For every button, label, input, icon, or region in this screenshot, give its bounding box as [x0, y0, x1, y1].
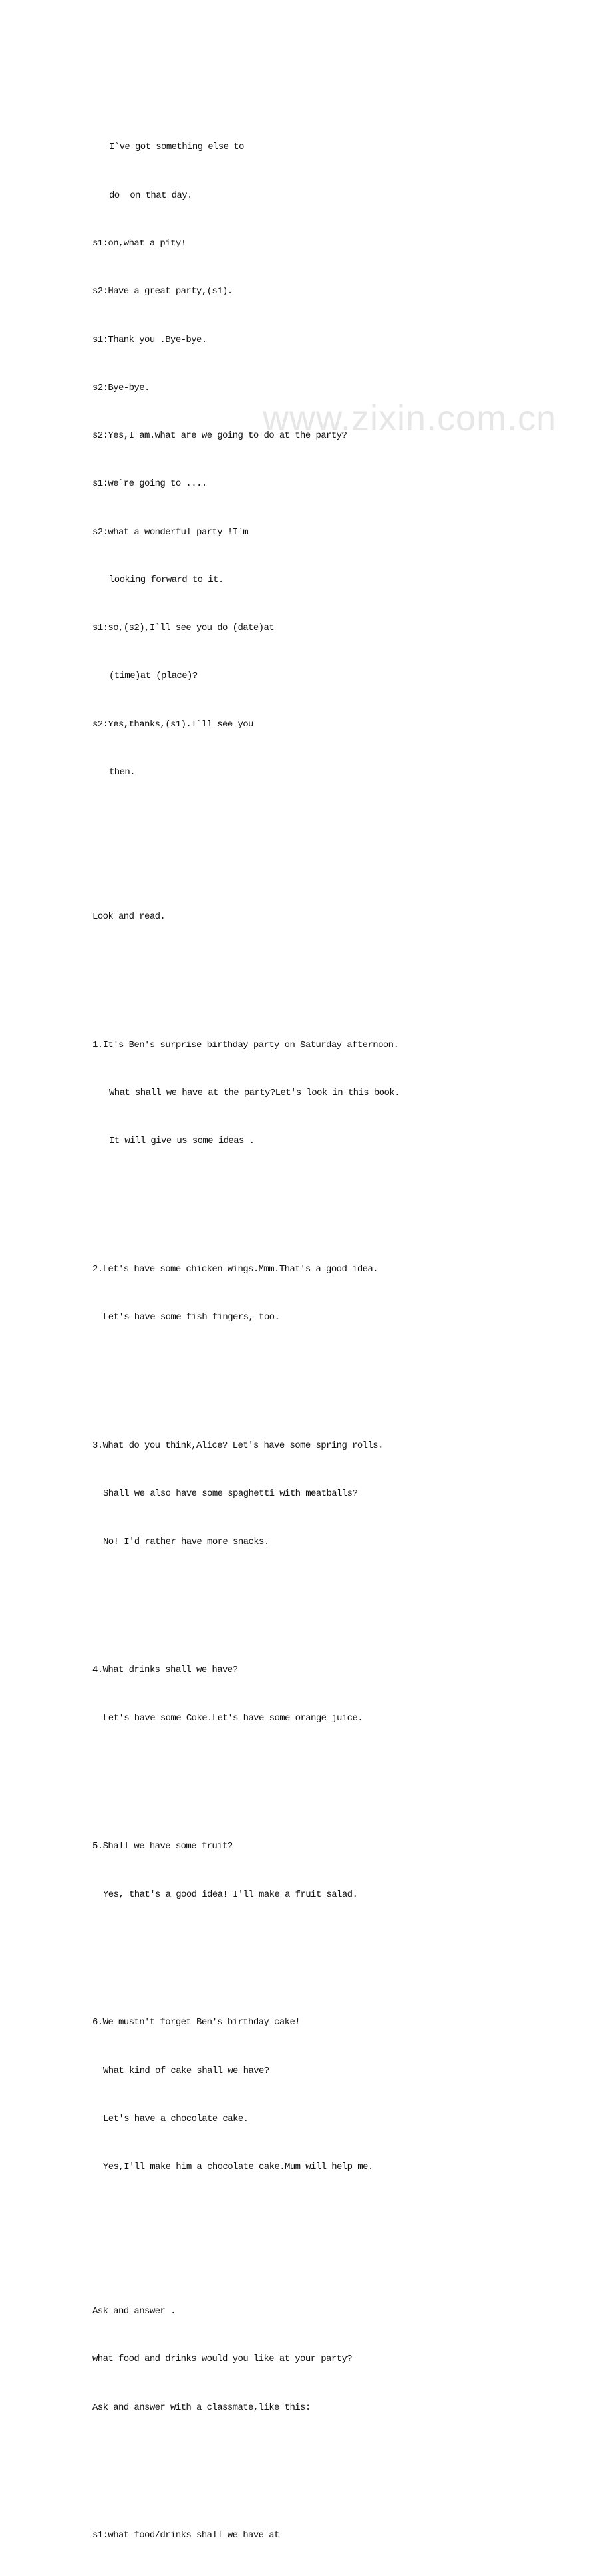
- spacer: [92, 973, 571, 989]
- dialogue-line: I`ve got something else to: [109, 142, 244, 153]
- item-line: Yes, that's a good idea! I'll make a fruit salad.: [103, 1889, 358, 1900]
- spacer: [92, 1374, 571, 1390]
- item-line: 4.What drinks shall we have?: [92, 1665, 238, 1676]
- spacer: [92, 1598, 571, 1614]
- item-line: What kind of cake shall we have?: [103, 2065, 269, 2076]
- spacer: [92, 828, 571, 844]
- dialogue-line: s1:on,what a pity!: [92, 238, 186, 249]
- item-line: 1.It's Ben's surprise birthday party on Saturday afternoon.: [92, 1039, 399, 1050]
- document-body: [92, 75, 571, 2576]
- item-line: Yes,I'll make him a chocolate cake.Mum will help me.: [103, 2162, 373, 2173]
- dialogue-line: s2:Have a great party,(s1).: [92, 286, 233, 297]
- example-line: s1:what food/drinks shall we have at: [92, 2530, 279, 2541]
- dialogue-line: s1:we`re going to ....: [92, 478, 207, 490]
- instruction-line: Ask and answer with a classmate,like this:: [92, 2402, 311, 2413]
- dialogue-line: (time)at (place)?: [109, 671, 198, 682]
- item-line: What shall we have at the party?Let's look in this book.: [109, 1087, 400, 1098]
- section-heading: Look and read.: [92, 911, 166, 922]
- dialogue-line: s2:Yes,thanks,(s1).I`ll see you: [92, 719, 253, 730]
- dialogue-line: do on that day.: [109, 190, 192, 201]
- dialogue-line: s2:Yes,I am.what are we going to do at the party?: [92, 430, 347, 442]
- spacer: [92, 2464, 571, 2480]
- item-line: Let's have some fish fingers, too.: [103, 1312, 280, 1323]
- dialogue-line: s1:so,(s2),I`ll see you do (date)at: [92, 623, 275, 634]
- spacer: [92, 2223, 571, 2239]
- spacer: [92, 1774, 571, 1790]
- item-line: 2.Let's have some chicken wings.Mmm.That's a good idea.: [92, 1263, 379, 1275]
- dialogue-line: s1:Thank you .Bye-bye.: [92, 334, 207, 345]
- spacer: [92, 1198, 571, 1213]
- item-line: Let's have a chocolate cake.: [103, 2113, 249, 2124]
- item-line: No! I'd rather have more snacks.: [103, 1536, 269, 1547]
- item-line: 6.We mustn't forget Ben's birthday cake!: [92, 2017, 301, 2028]
- dialogue-line: s2:Bye-bye.: [92, 382, 150, 393]
- spacer: [92, 1951, 571, 1967]
- item-line: 3.What do you think,Alice? Let's have some spring rolls.: [92, 1440, 383, 1451]
- section-heading: Ask and answer .: [92, 2306, 176, 2317]
- item-line: 5.Shall we have some fruit?: [92, 1841, 233, 1852]
- item-line: Let's have some Coke.Let's have some orange juice.: [103, 1712, 363, 1724]
- instruction-line: what food and drinks would you like at your party?: [92, 2354, 353, 2365]
- dialogue-line: then.: [109, 767, 136, 778]
- item-line: It will give us some ideas .: [109, 1136, 255, 1147]
- dialogue-line: looking forward to it.: [109, 574, 224, 585]
- item-line: Shall we also have some spaghetti with meatballs?: [103, 1488, 358, 1500]
- dialogue-line: s2:what a wonderful party !I`m: [92, 526, 249, 538]
- watermark: www.zixin.com.cn: [263, 399, 557, 438]
